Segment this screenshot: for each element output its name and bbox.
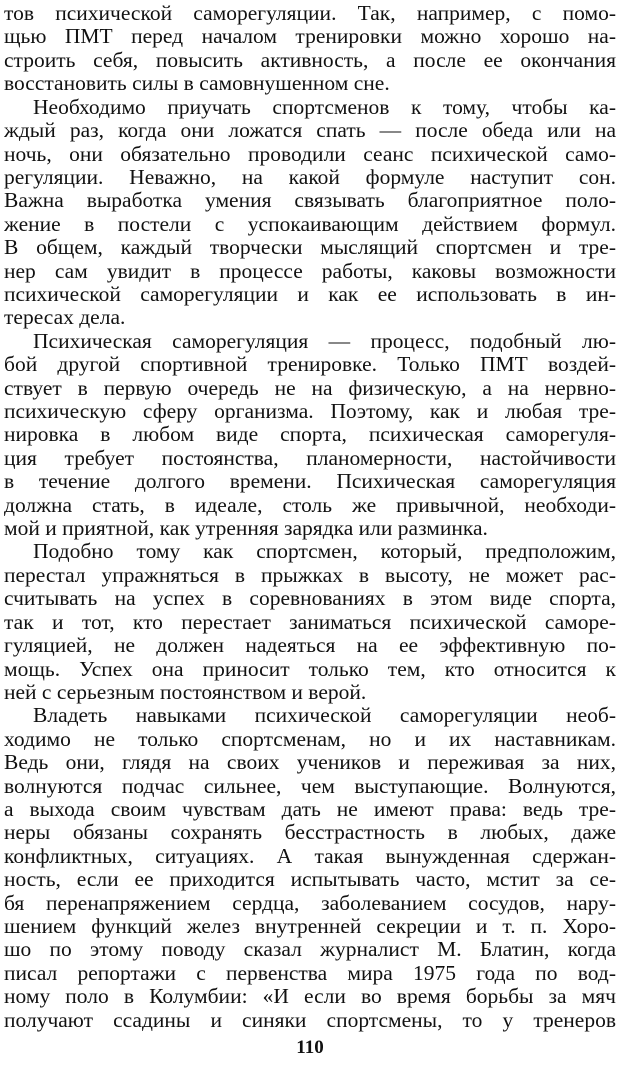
text-line: должна стать, в идеале, столь же привычной, необходи- <box>4 493 616 517</box>
text-line: ция требует постоянства, планомерности, настойчивости <box>4 446 616 470</box>
text-line: строить себя, повысить активность, а после ее окончания <box>4 48 616 72</box>
text-line: в течение долгого времени. Психическая саморегуляция <box>4 470 616 494</box>
text-line: получают ссадины и синяки спортсмены, то у тренеров <box>4 1008 616 1032</box>
text-line: Владеть навыками психической саморегуляции необ- <box>33 704 616 728</box>
text-line: ждый раз, когда они ложатся спать — после обеда или на <box>4 119 616 142</box>
text-line: щью ПМТ перед началом тренировки можно хорошо на- <box>4 25 616 49</box>
text-line: гуляцией, не должен надеяться на ее эффективную по- <box>4 634 616 657</box>
text-line: В общем, каждый творчески мыслящий спортсмен и тре- <box>4 236 616 260</box>
text-line: нировка в любом виде спорта, психическая саморегуля- <box>4 423 616 447</box>
text-line: мой и приятной, как утренняя зарядка или разминка. <box>4 517 488 540</box>
text-line: тересах дела. <box>4 306 126 330</box>
text-line: бя перенапряжением сердца, заболеванием сосудов, нару- <box>4 891 616 915</box>
text-line: Важна выработка умения связывать благоприятное поло- <box>4 189 616 213</box>
text-line: регуляции. Неважно, на какой формуле наступит сон. <box>4 165 616 189</box>
text-line: ней с серьезным постоянством и верой. <box>4 680 367 704</box>
text-line: ночь, они обязательно проводили сеанс психической само- <box>4 142 616 166</box>
text-line: считывать на успех в соревнованиях в этом виде спорта, <box>4 587 616 611</box>
text-line: ному поло в Колумбии: «И если во время борьбы за мяч <box>4 985 616 1009</box>
text-line: а выхода своим чувствам дать не имеют права: ведь тре- <box>4 797 616 821</box>
page-number: 110 <box>296 1037 324 1058</box>
text-line: конфликтных, ситуациях. А такая вынужденная сдержан- <box>4 844 616 868</box>
text-line: ствует в первую очередь не на физическую, а на нервно- <box>4 376 616 400</box>
text-line: неры обязаны сохранять бесстрастность в любых, даже <box>4 821 616 845</box>
text-line: нер сам увидит в процессе работы, каковы возможности <box>4 259 616 283</box>
text-line: ность, если ее приходится испытывать часто, мстит за се- <box>4 868 616 892</box>
text-line: Ведь они, глядя на своих учеников и переживая за них, <box>4 751 616 775</box>
text-line: Подобно тому как спортсмен, который, предположим, <box>33 540 616 564</box>
text-line: ходимо не только спортсменам, но и их наставникам. <box>4 727 616 751</box>
text-line: жение в постели с успокаивающим действием формул. <box>4 212 616 236</box>
text-line: восстановить силы в самовнушенном сне. <box>4 72 390 96</box>
text-line: шением функций желез внутренней секреции и т. п. Хоро- <box>4 915 616 938</box>
text-line: так и тот, кто перестает заниматься психической саморе- <box>4 610 616 634</box>
text-line: перестал упражняться в прыжках в высоту, не может рас- <box>4 563 616 587</box>
text-line: писал репортажи с первенства мира 1975 года по вод- <box>4 961 616 985</box>
text-line: волнуются подчас сильнее, чем выступающие. Волнуются, <box>4 774 616 798</box>
text-line: Необходимо приучать спортсменов к тому, чтобы ка- <box>33 95 616 119</box>
text-line: мощь. Успех она приносит только тем, кто относится к <box>4 657 616 681</box>
text-line: шо по этому поводу сказал журналист М. Блатин, когда <box>4 938 616 962</box>
text-line: психическую сферу организма. Поэтому, как и любая тре- <box>4 400 616 423</box>
text-line: бой другой спортивной тренировке. Только ПМТ воздей- <box>4 353 616 377</box>
text-line: Психическая саморегуляция — процесс, подобный лю- <box>33 329 616 353</box>
text-line: психической саморегуляции и как ее использовать в ин- <box>4 282 616 306</box>
text-line: тов психической саморегуляции. Так, например, с помо- <box>4 2 616 25</box>
